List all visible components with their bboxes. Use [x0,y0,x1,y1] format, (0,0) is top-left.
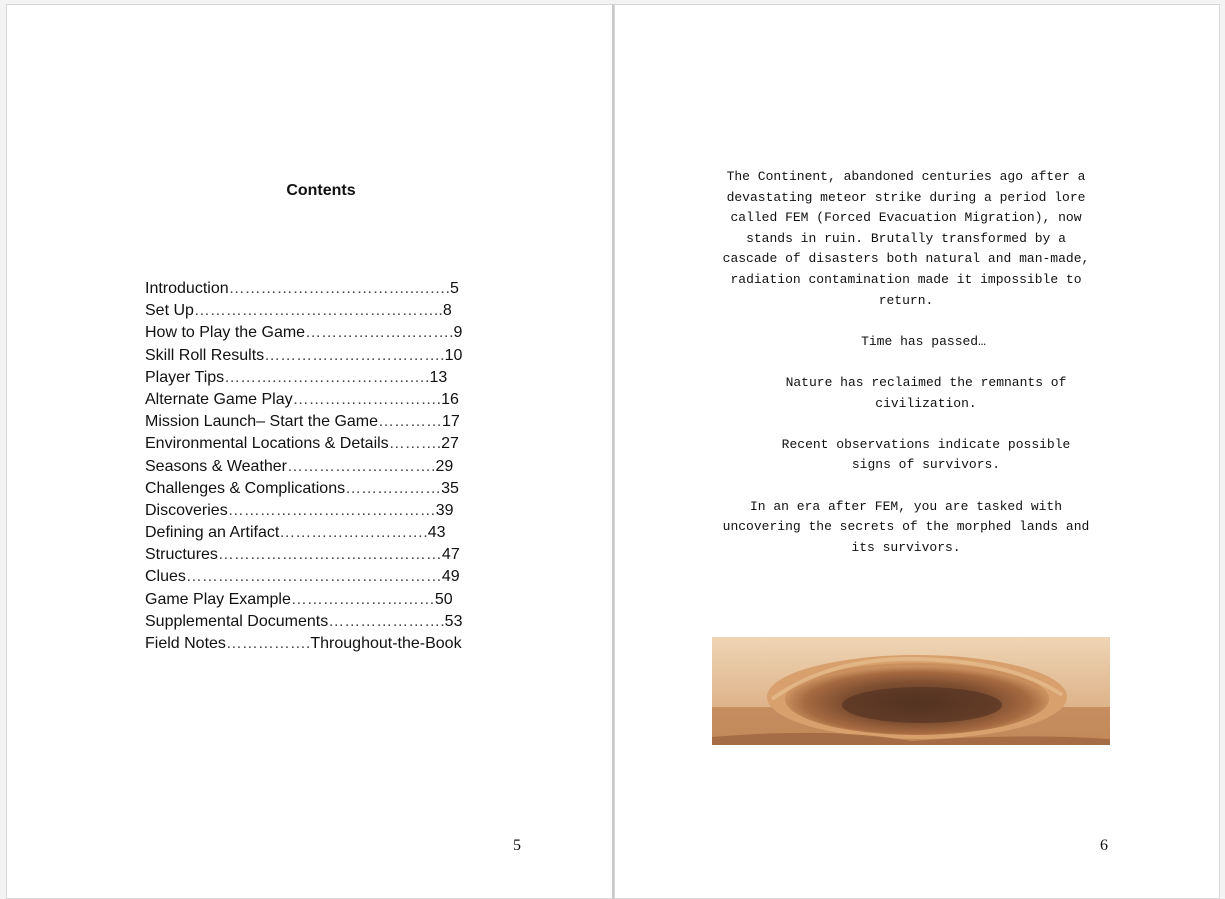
crater-illustration [712,637,1110,745]
toc-entry [145,367,462,389]
page-number-right: 6 [1100,837,1108,854]
toc-entry-dots: ………… [378,413,443,431]
toc-entry [145,433,462,455]
toc-entry-page: 43 [427,524,446,542]
toc-entry-page: 10 [444,346,463,364]
toc-entry [145,478,462,500]
crater-image [712,637,1110,745]
toc-entry-page: 29 [435,457,454,475]
contents-title: Contents [286,182,356,199]
toc-entry [145,389,462,411]
right-page [614,4,1220,899]
toc-entry-page: 16 [441,390,459,408]
toc-entry-dots: ………………………. [279,524,428,542]
toc-entry-label: Alternate Game Play [145,390,293,408]
toc-entry-dots: ……………… [345,479,442,497]
toc-entry-page: 53 [444,612,463,630]
toc-entry-page: Throughout-the-Book [310,635,462,652]
toc-entry [145,566,462,588]
toc-entry-dots: ………………………. [287,457,436,475]
toc-entry-label: Discoveries [145,501,228,519]
toc-entry-label: Defining an Artifact [145,524,280,542]
toc-entry-label: Game Play Example [145,590,291,608]
toc-entry-label: Clues [145,568,186,586]
toc-entry-page: 39 [435,501,454,519]
toc-entry-label: Structures [145,546,218,564]
toc-entry [145,456,462,478]
toc-entry [145,345,462,367]
toc-entry-dots: ………………………. [292,390,442,408]
toc-entry [145,633,462,655]
toc-entry-label: Environmental Locations & Details [145,435,389,453]
toc-entry [145,522,462,544]
toc-entry-page: 47 [441,546,460,564]
toc-entry-dots: ………………………. [305,324,454,342]
toc-entry-label: Set Up [145,302,194,320]
toc-entry-page: 8 [442,302,452,320]
toc-entry-label: Player Tips [145,368,225,386]
toc-entry-page: 17 [442,413,460,431]
toc-entry-label: Challenges & Complications [145,479,346,497]
toc-entry-page: 49 [441,568,460,586]
intro-paragraph-4: Recent observations indicate possible signs of survivors. [781,436,1071,473]
toc-entry [145,611,462,633]
toc-entry-dots: ……………………………………….. [193,302,443,320]
toc-entry-label: Field Notes [145,635,226,652]
toc-entry [145,411,462,433]
intro-paragraph-5: In an era after FEM, you are tasked with uncovering the secrets of the morphed lands and its survivors. [722,498,1090,555]
toc-entry [145,278,462,300]
toc-entry-page: 13 [429,368,448,386]
toc-entry-dots: ……………………………. [264,346,445,364]
toc-entry-page: 5 [449,280,459,297]
toc-entry-label: Skill Roll Results [145,346,265,364]
toc-entry-dots: …………………………….….…. [228,280,450,297]
toc-entry-page: 27 [441,435,459,453]
toc-entry-page: 50 [434,590,453,608]
left-page [6,4,613,899]
table-of-contents [145,278,462,655]
toc-entry [145,500,462,522]
toc-entry [145,322,462,344]
toc-entry-page: 35 [441,479,459,497]
toc-entry-label: Introduction [145,280,229,297]
toc-entry-dots: ……………. [225,635,311,652]
intro-paragraph-2: Time has passed… [861,333,986,349]
toc-entry-label: Seasons & Weather [145,457,288,475]
intro-text [701,167,1111,579]
toc-entry-label: Supplemental Documents [145,612,329,630]
toc-entry-dots: …………………………………… [217,546,442,564]
toc-entry-dots: ………………………………… [227,501,436,519]
toc-entry-dots: …………………. [328,612,445,630]
toc-entry-dots: ………. [388,435,442,453]
toc-entry-page: 9 [453,324,463,342]
toc-entry-dots: ………………………………………… [185,568,442,586]
toc-entry [145,589,462,611]
toc-entry-label: How to Play the Game [145,324,306,342]
page-number-left: 5 [513,837,521,854]
toc-entry-label: Mission Launch– Start the Game [145,413,379,431]
toc-entry [145,300,462,322]
intro-paragraph-1: The Continent, abandoned centuries ago after a devastating meteor strike during a period lore called FEM (Forced Evacuation Migration), now stands in ruin. Brutally transformed by a cascade of disasters both natural and man-made, radiation contamination made it impossible to return. [722,169,1090,308]
toc-entry-dots: ……………………… [290,590,435,608]
toc-entry [145,544,462,566]
toc-entry-dots: ……….…………………….…. [224,368,430,386]
intro-paragraph-3: Nature has reclaimed the remnants of civilization. [785,374,1067,411]
